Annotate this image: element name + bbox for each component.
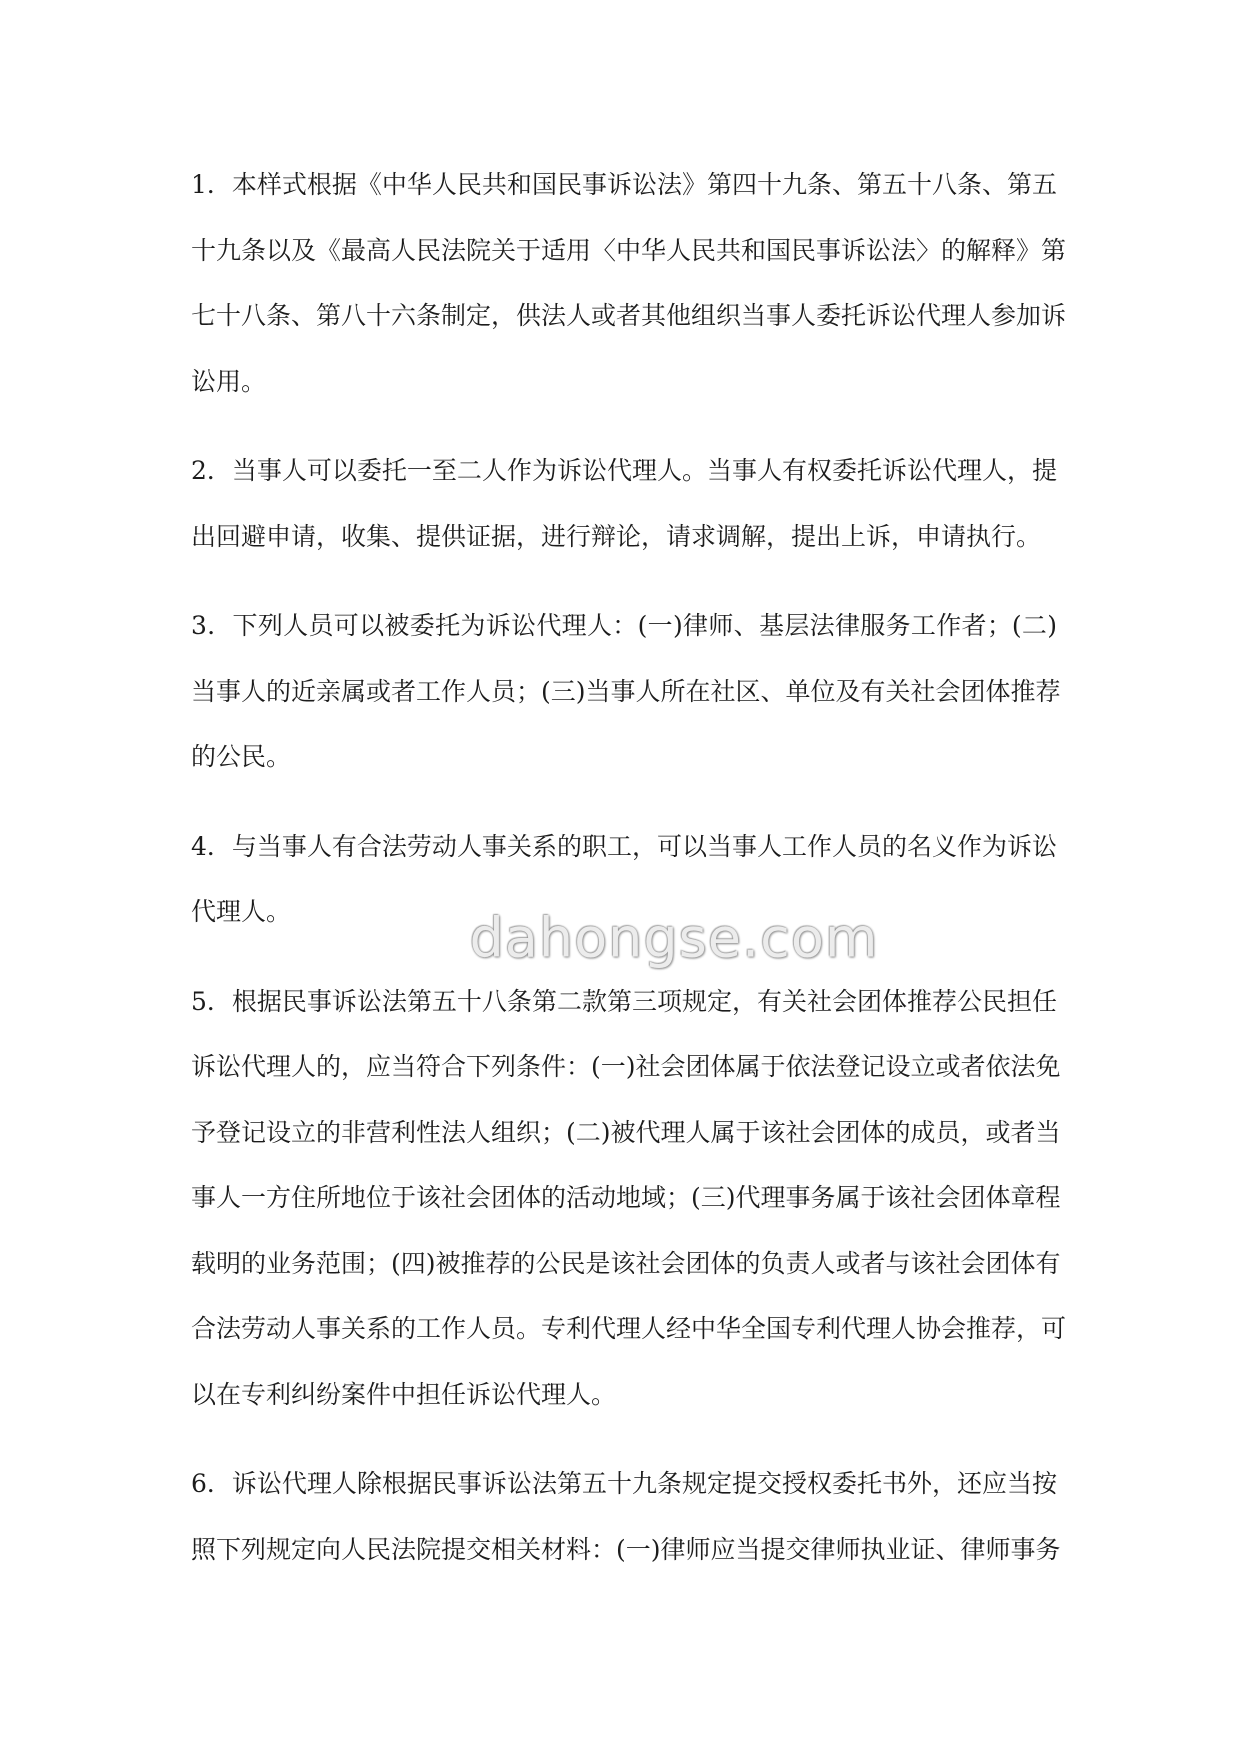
paragraph-4 bbox=[191, 814, 1057, 945]
paragraph-line: 5．根据民事诉讼法第五十八条第二款第三项规定，有关社会团体推荐公民担任 bbox=[191, 986, 1057, 1016]
paragraph-3 bbox=[191, 593, 1061, 790]
paragraph-line: 2．当事人可以委托一至二人作为诉讼代理人。当事人有权委托诉讼代理人，提 bbox=[191, 456, 1057, 485]
paragraph-line: 载明的业务范围；(四)被推荐的公民是该社会团体的负责人或者与该社会团体有 bbox=[191, 1248, 1061, 1278]
document-body bbox=[191, 152, 1067, 1606]
paragraph-line: 七十八条、第八十六条制定，供法人或者其他组织当事人委托诉讼代理人参加诉 bbox=[191, 301, 1067, 330]
paragraph-line: 事人一方住所地位于该社会团体的活动地域；(三)代理事务属于该社会团体章程 bbox=[191, 1183, 1061, 1212]
paragraph-2 bbox=[191, 438, 1057, 569]
paragraph-line: 4．与当事人有合法劳动人事关系的职工，可以当事人工作人员的名义作为诉讼 bbox=[191, 831, 1057, 861]
watermark: dahongse.com bbox=[469, 906, 879, 970]
paragraph-line: 当事人的近亲属或者工作人员；(三)当事人所在社区、单位及有关社会团体推荐 bbox=[191, 676, 1061, 706]
paragraph-line: 出回避申请，收集、提供证据，进行辩论，请求调解，提出上诉，申请执行。 bbox=[191, 521, 1042, 551]
paragraph-line: 予登记设立的非营利性法人组织；(二)被代理人属于该社会团体的成员，或者当 bbox=[191, 1117, 1061, 1147]
paragraph-line: 1．本样式根据《中华人民共和国民事诉讼法》第四十九条、第五十八条、第五 bbox=[191, 170, 1057, 199]
paragraph-line: 3．下列人员可以被委托为诉讼代理人：(一)律师、基层法律服务工作者；(二) bbox=[191, 611, 1057, 640]
paragraph-line: 6．诉讼代理人除根据民事诉讼法第五十九条规定提交授权委托书外，还应当按 bbox=[191, 1469, 1057, 1498]
paragraph-line: 以在专利纠纷案件中担任诉讼代理人。 bbox=[191, 1379, 617, 1409]
paragraph-1 bbox=[191, 152, 1067, 414]
paragraph-6 bbox=[191, 1451, 1061, 1582]
paragraph-line: 的公民。 bbox=[191, 742, 292, 771]
paragraph-5 bbox=[191, 969, 1067, 1428]
paragraph-line: 诉讼代理人的，应当符合下列条件：(一)社会团体属于依法登记设立或者依法免 bbox=[191, 1052, 1061, 1081]
paragraph-line: 合法劳动人事关系的工作人员。专利代理人经中华全国专利代理人协会推荐，可 bbox=[191, 1314, 1067, 1343]
paragraph-line: 十九条以及《最高人民法院关于适用〈中华人民共和国民事诉讼法〉的解释》第 bbox=[191, 235, 1067, 265]
paragraph-line: 讼用。 bbox=[191, 366, 267, 396]
paragraph-line: 照下列规定向人民法院提交相关材料：(一)律师应当提交律师执业证、律师事务 bbox=[191, 1534, 1061, 1564]
paragraph-line: 代理人。 bbox=[191, 897, 292, 926]
